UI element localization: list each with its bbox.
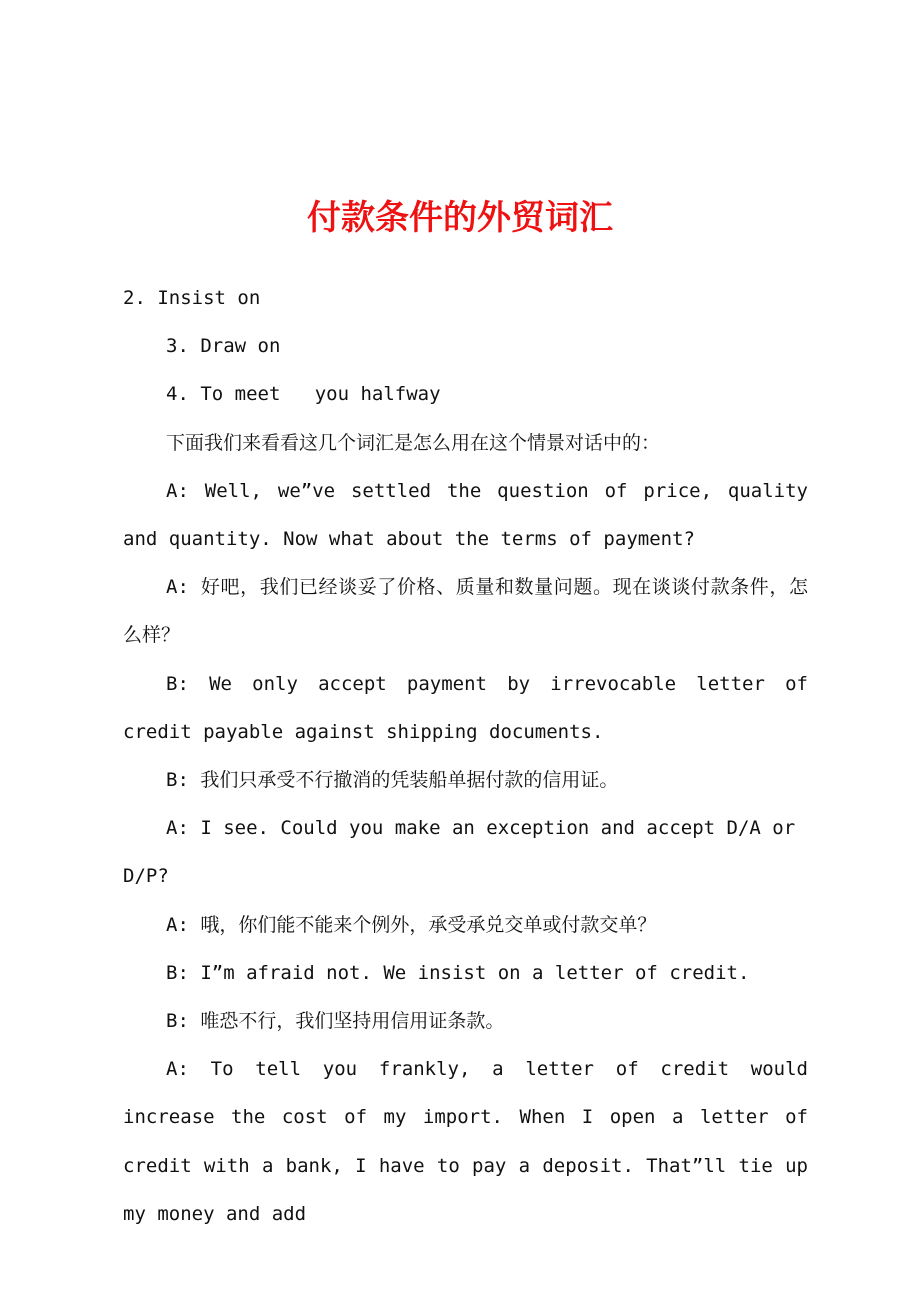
vocab-item-draw-on: 3. Draw on xyxy=(166,335,281,358)
dialogue-line: B: We only accept payment by irrevocable letter of credit payable against shipping documents. xyxy=(123,672,808,743)
dialogue-line-translation: B: 唯恐不行，我们坚持用信用证条款。 xyxy=(166,1010,505,1033)
dialogue-line: A: To tell you frankly, a letter of credit would increase the cost of my import. When I open a letter of credit with a bank, I have to pay a deposit. That”ll tie up my money and add xyxy=(123,1058,808,1225)
vocab-item-insist-on: 2. Insist on xyxy=(123,287,261,309)
dialogue-line: A: Well, we”ve settled the question of price, quality and quantity. Now what about the terms of payment? xyxy=(123,479,808,551)
document-title: 付款条件的外贸词汇 xyxy=(307,198,613,238)
dialogue-line-translation: B: 我们只承受不行撤消的凭装船单据付款的信用证。 xyxy=(166,769,619,792)
vocab-item-meet-halfway: 4. To meet you halfway xyxy=(166,383,441,406)
document-body xyxy=(123,274,808,1238)
dialogue-line-translation: A: 好吧，我们已经谈妥了价格、质量和数量问题。现在谈谈付款条件，怎么样？ xyxy=(123,576,808,647)
dialogue-line: A: I see. Could you make an exception and accept D/A or D/P? xyxy=(123,817,796,888)
dialogue-line: B: I”m afraid not. We insist on a letter of credit. xyxy=(166,961,750,984)
dialogue-intro: 下面我们来看看这几个词汇是怎么用在这个情景对话中的： xyxy=(166,431,661,454)
dialogue-line-translation: A: 哦，你们能不能来个例外，承受承兑交单或付款交单？ xyxy=(166,913,657,936)
